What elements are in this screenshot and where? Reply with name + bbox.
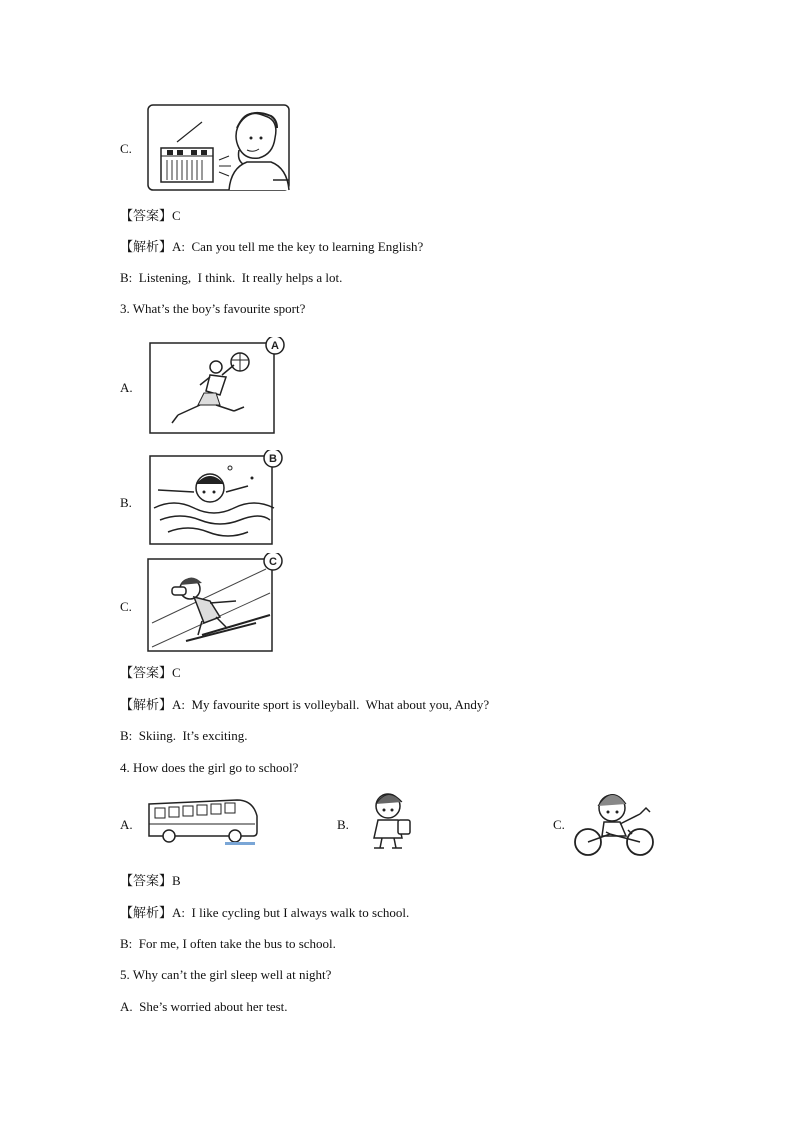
q2-analysis-line2: B: Listening, I think. It really helps a lot. [120,270,343,285]
cycling-girl-image [570,790,662,858]
q4-answer: 【答案】B [120,873,181,888]
q4-option-c-label: C. [553,817,565,832]
basketball-player-image [148,337,288,435]
q3-answer: 【答案】C [120,665,181,680]
q2-option-c-label: C. [120,141,132,156]
skier-image [146,553,286,653]
walking-boy-image [360,790,420,852]
q4-option-b-label: B. [337,817,349,832]
q5-option-a: A. She’s worried about her test. [120,999,288,1014]
q3-option-c-label: C. [120,599,132,614]
q3-question: 3. What’s the boy’s favourite sport? [120,301,306,316]
q4-analysis-line2: B: For me, I often take the bus to school. [120,936,336,951]
q3-option-b-label: B. [120,495,132,510]
q5-question: 5. Why can’t the girl sleep well at night? [120,967,332,982]
q3-option-a-tag: A [271,340,279,352]
q3-analysis-line2: B: Skiing. It’s exciting. [120,728,248,743]
q3-analysis-line1: 【解析】A: My favourite sport is volleyball. What about you, Andy? [120,697,490,712]
radio-listener-image [147,104,291,192]
q4-question: 4. How does the girl go to school? [120,760,299,775]
q4-option-a-label: A. [120,817,133,832]
q3-option-b-tag: B [269,453,277,465]
swimmer-image [148,450,288,548]
q2-answer: 【答案】C [120,208,181,223]
q3-option-a-label: A. [120,380,133,395]
q2-analysis-line1: 【解析】A: Can you tell me the key to learning English? [120,239,424,254]
q3-option-c-tag: C [269,556,277,568]
q4-analysis-line1: 【解析】A: I like cycling but I always walk to school. [120,905,410,920]
bus-image [145,792,261,848]
